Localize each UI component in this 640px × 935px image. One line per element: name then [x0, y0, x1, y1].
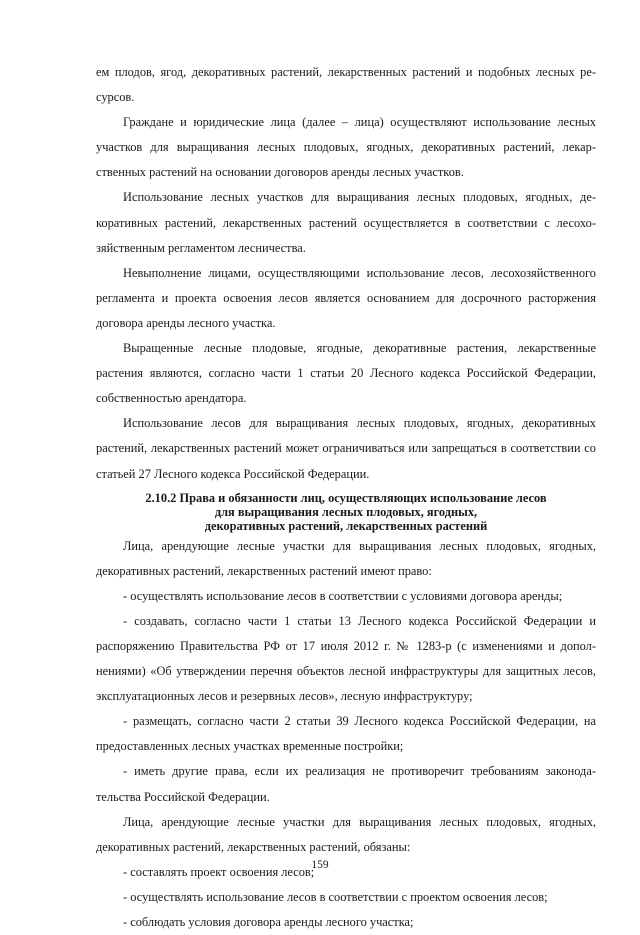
paragraph-rights-intro: Лица, арендующие лесные участки для выращивания лесных плодовых, ягодных, декоративных растений, лекарственных растений имеют право: [96, 538, 596, 578]
list-item-right: - иметь другие права, если их реализация не противоречит требованиям законодательства Российской Федерации. [96, 764, 596, 804]
list-item-duty: - составлять проект освоения лесов; [123, 864, 315, 879]
paragraph-ownership: Выращенные лесные плодовые, ягодные, декоративные растения, лекарственные растения являются, согласно части 1 статьи 20 Лесного кодекса Российской Федерации, собственностью арендатора. [96, 341, 596, 406]
paragraph-duties-intro: Лица, арендующие лесные участки для выращивания лесных плодовых, ягодных, декоративных растений, лекарственных растений, обязаны: [96, 814, 596, 854]
paragraph-restrictions: Использование лесов для выращивания лесных плодовых, ягодных, декоративных растений, лекарственных растений может ограничиваться или запрещаться в соответствии со статьей 27 Лесного кодекса Российской Федерации. [96, 416, 596, 481]
section-heading-line: декоративных растений, лекарственных растений [204, 518, 488, 533]
section-heading [96, 487, 596, 534]
page-number: 159 [311, 859, 329, 871]
page-body [96, 60, 596, 935]
section-heading-line: 2.10.2 Права и обязанности лиц, осуществляющих использование лесов [145, 490, 547, 505]
list-item-duty: - осуществлять использование лесов в соответствии с проектом освоения лесов; [123, 889, 548, 904]
paragraph-termination: Невыполнение лицами, осуществляющими использование лесов, лесохозяйственного регламента и проекта освоения лесов является основанием для досрочного расторжения договора аренды лесного участка. [96, 265, 596, 330]
section-heading-line: для выращивания лесных плодовых, ягодных, [214, 504, 478, 519]
paragraph-continuation: ем плодов, ягод, декоративных растений, лекарственных растений и подобных лесных ресурсов. [96, 65, 596, 105]
paragraph-lease-basis: Граждане и юридические лица (далее – лица) осуществляют использование лесных участков для выращивания лесных плодовых, ягодных, декоративных растений, лекарственных растений на основании договоров аренды лесных участков. [96, 115, 596, 180]
list-item-duty: - соблюдать условия договора аренды лесного участка; [123, 915, 414, 929]
list-item-right: - осуществлять использование лесов в соответствии с условиями договора аренды; [123, 588, 563, 603]
paragraph-regulation: Использование лесных участков для выращивания лесных плодовых, ягодных, декоративных растений, лекарственных растений осуществляется в соответствии с лесохозяйственным регламентом лесничества. [96, 190, 596, 255]
list-item-right: - создавать, согласно части 1 статьи 13 Лесного кодекса Российской Федерации и распоряжению Правительства РФ от 17 июля 2012 г. № 1283-р (с изменениями и дополнениями) «Об утверждении перечня объектов лесной инфраструктуры для защитных лесов, эксплуатационных лесов и резервных лесов», лесную инфраструктуру; [96, 613, 596, 704]
list-item-right: - размещать, согласно части 2 статьи 39 Лесного кодекса Российской Федерации, на предоставленных лесных участках временные постройки; [96, 714, 596, 754]
